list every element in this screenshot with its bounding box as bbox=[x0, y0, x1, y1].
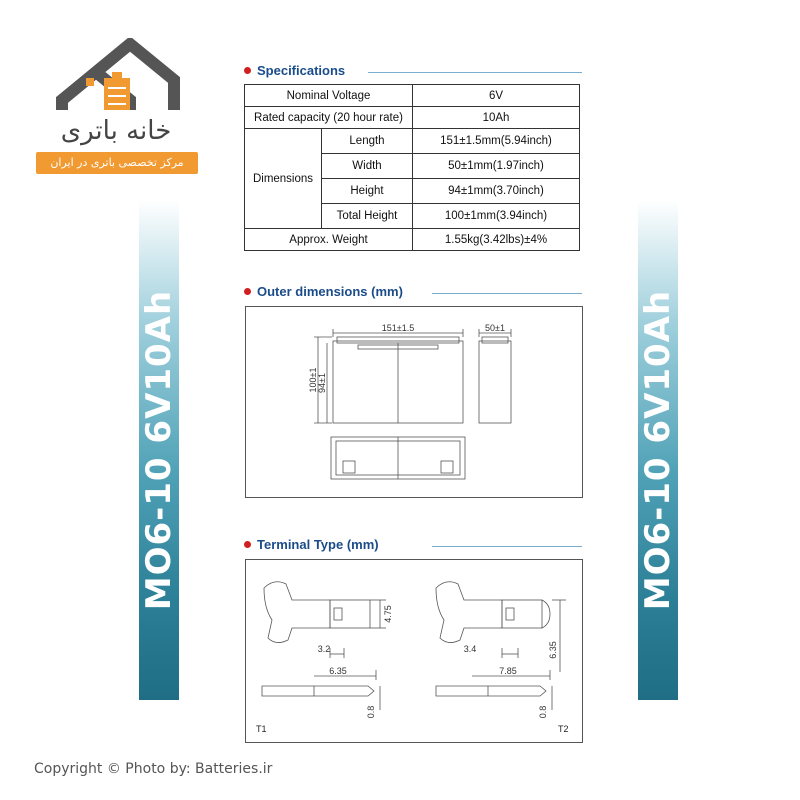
t2-hole-label: 3.4 bbox=[463, 644, 477, 654]
battery-outline-drawing bbox=[246, 307, 582, 497]
height-dimension-label: 94±1 bbox=[317, 373, 327, 393]
outer-dimensions-heading bbox=[244, 284, 582, 300]
specifications-table bbox=[244, 84, 580, 251]
outer-dimensions-drawing bbox=[245, 306, 583, 498]
table-row bbox=[245, 107, 580, 129]
t2-label: T2 bbox=[558, 724, 569, 734]
specifications-heading bbox=[244, 63, 582, 79]
model-sidebar-left bbox=[139, 200, 179, 700]
spec-value: 10Ah bbox=[413, 107, 580, 129]
terminal-type-drawing bbox=[245, 559, 583, 743]
logo-tagline: مرکز تخصصی باتری در ایران bbox=[36, 152, 198, 174]
bullet-dot-icon bbox=[244, 541, 251, 548]
t1-label: T1 bbox=[256, 724, 267, 734]
spec-value: 100±1mm(3.94inch) bbox=[413, 204, 580, 229]
model-sidebar-right bbox=[638, 200, 678, 700]
logo-wordmark: خانه باتری bbox=[60, 116, 172, 146]
model-label-left: MO6-10 6V10Ah bbox=[139, 289, 179, 611]
t1-thickness-label: 4.75 bbox=[383, 605, 393, 623]
terminal-type-heading bbox=[244, 537, 582, 553]
table-row bbox=[245, 229, 580, 251]
spec-value: 6V bbox=[413, 85, 580, 107]
total-height-dimension-label: 100±1 bbox=[308, 367, 318, 393]
heading-rule bbox=[432, 293, 582, 294]
copyright-text: Copyright © Photo by: Batteries.ir bbox=[34, 761, 273, 777]
spec-label: Rated capacity (20 hour rate) bbox=[245, 107, 413, 129]
spec-value: 94±1mm(3.70inch) bbox=[413, 179, 580, 204]
terminal-outline-drawing bbox=[246, 560, 582, 742]
table-row bbox=[245, 85, 580, 107]
t1-blade-label: 0.8 bbox=[366, 705, 376, 719]
length-dimension-label: 151±1.5 bbox=[381, 323, 415, 333]
spec-value: 151±1.5mm(5.94inch) bbox=[413, 129, 580, 154]
bullet-dot-icon bbox=[244, 67, 251, 74]
spec-label: Height bbox=[322, 179, 413, 204]
outer-dimensions-title: Outer dimensions (mm) bbox=[257, 284, 403, 299]
spec-label: Total Height bbox=[322, 204, 413, 229]
t1-hole-label: 3.2 bbox=[317, 644, 331, 654]
dimensions-label: Dimensions bbox=[245, 129, 322, 229]
spec-value: 1.55kg(3.42lbs)±4% bbox=[413, 229, 580, 251]
heading-rule bbox=[432, 546, 582, 547]
spec-label: Approx. Weight bbox=[245, 229, 413, 251]
bullet-dot-icon bbox=[244, 288, 251, 295]
t2-length-label: 7.85 bbox=[499, 666, 517, 676]
spec-label: Nominal Voltage bbox=[245, 85, 413, 107]
t1-length-label: 6.35 bbox=[329, 666, 347, 676]
heading-rule bbox=[368, 72, 582, 73]
width-dimension-label: 50±1 bbox=[485, 323, 505, 333]
spec-label: Width bbox=[322, 154, 413, 179]
t2-blade-label: 0.8 bbox=[538, 705, 548, 719]
terminal-type-title: Terminal Type (mm) bbox=[257, 537, 379, 552]
specifications-title: Specifications bbox=[257, 63, 346, 78]
t2-height-label: 6.35 bbox=[548, 641, 558, 659]
spec-label: Length bbox=[322, 129, 413, 154]
model-label-right: MO6-10 6V10Ah bbox=[638, 289, 678, 611]
spec-value: 50±1mm(1.97inch) bbox=[413, 154, 580, 179]
table-row bbox=[245, 129, 580, 154]
